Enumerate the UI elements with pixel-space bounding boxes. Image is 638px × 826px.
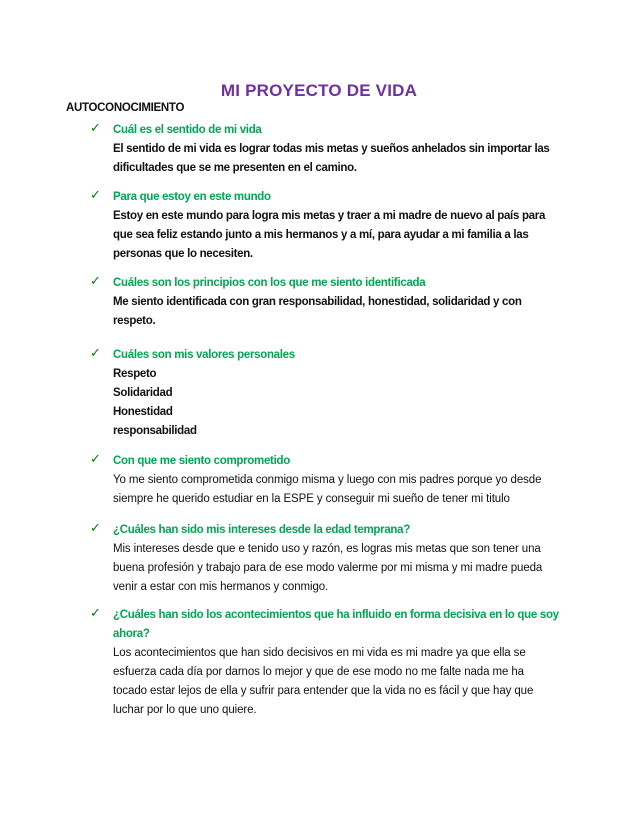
checkmark-icon: ✓ <box>90 187 101 202</box>
item-answer-line: El sentido de mi vida es lograr todas mis metas y sueños anhelados sin importar las <box>113 143 550 155</box>
item-answer-line: esfuerza cada día por darnos lo mejor y que de ese modo no me falte nada me ha <box>113 666 524 678</box>
item-answer-line: personas que lo necesiten. <box>113 248 253 260</box>
item-answer-line: siempre he querido estudiar en la ESPE y conseguir mi sueño de tener mi titulo <box>113 493 510 505</box>
item-question: Cuál es el sentido de mi vida <box>113 124 262 136</box>
item-question: Cuáles son mis valores personales <box>113 349 295 361</box>
item-answer-line: Yo me siento comprometida conmigo misma y luego con mis padres porque yo desde <box>113 474 542 486</box>
checkmark-icon: ✓ <box>90 520 101 535</box>
item-answer-line: Honestidad <box>113 406 173 418</box>
checkmark-icon: ✓ <box>90 605 101 620</box>
item-answer-line: responsabilidad <box>113 425 197 437</box>
item-answer-line: dificultades que se me presenten en el camino. <box>113 162 357 174</box>
item-question: Para que estoy en este mundo <box>113 191 271 203</box>
checkmark-icon: ✓ <box>90 345 101 360</box>
item-question-line: ahora? <box>113 628 150 640</box>
item-question-line: ¿Cuáles han sido los acontecimientos que ha influido en forma decisiva en lo que soy <box>113 609 559 621</box>
item-question: Con que me siento comprometido <box>113 455 290 467</box>
item-answer-line: venir a estar con mis hermanos y conmigo. <box>113 581 329 593</box>
item-answer-line: Respeto <box>113 368 157 380</box>
section-heading: AUTOCONOCIMIENTO <box>66 102 185 114</box>
item-question: Cuáles son los principios con los que me siento identificada <box>113 277 426 289</box>
checkmark-icon: ✓ <box>90 273 101 288</box>
item-answer-line: Estoy en este mundo para logra mis metas y traer a mi madre de nuevo al país para <box>113 210 546 222</box>
item-question <box>113 606 563 644</box>
item-answer-line: Los acontecimientos que han sido decisivos en mi vida es mi madre ya que ella se <box>113 647 526 659</box>
item-answer-line: respeto. <box>113 315 156 327</box>
page-title: MI PROYECTO DE VIDA <box>220 81 418 100</box>
item-answer-line: luchar por lo que uno quiere. <box>113 704 257 716</box>
item-answer-line: Me siento identificada con gran responsabilidad, honestidad, solidaridad y con <box>113 296 522 308</box>
item-answer-line: tocado estar lejos de ella y sufrir para entender que la vida no es fácil y que hay que <box>113 685 534 697</box>
checkmark-icon: ✓ <box>90 451 101 466</box>
item-answer-line: Mis intereses desde que e tenido uso y razón, es logras mis metas que son tener una <box>113 543 541 555</box>
checkmark-icon: ✓ <box>90 120 101 135</box>
item-answer-line: buena profesión y trabajo para de ese modo valerme por mi misma y mi madre pueda <box>113 562 543 574</box>
item-answer-line: Solidaridad <box>113 387 173 399</box>
item-question: ¿Cuáles han sido mis intereses desde la edad temprana? <box>113 524 410 536</box>
item-answer-line: que sea feliz estando junto a mis hermanos y a mí, para ayudar a mi familia a las <box>113 229 529 241</box>
